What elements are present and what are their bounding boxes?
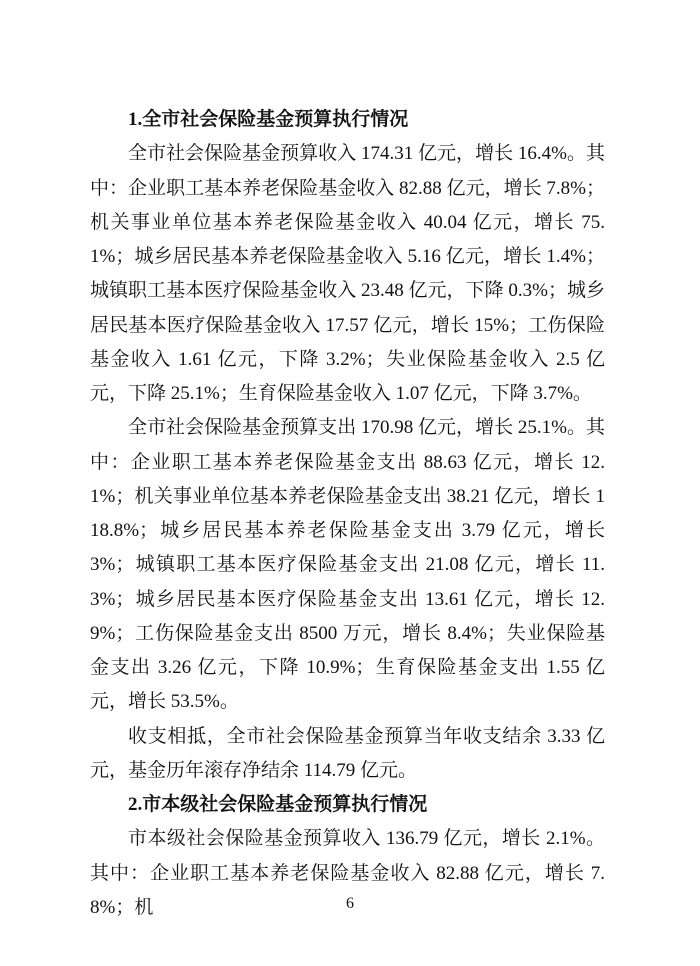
section-heading: 2.市本级社会保险基金预算执行情况 (128, 794, 428, 815)
body-paragraph: 收支相抵，全市社会保险基金预算当年收支结余 3.33 亿元，基金历年滚存净结余 114.79 亿元。 (90, 725, 605, 781)
page-number: 6 (346, 895, 354, 912)
document-body (90, 103, 605, 925)
body-paragraph: 全市社会保险基金预算支出 170.98 亿元，增长 25.1%。其中：企业职工基本养老保险基金支出 88.63 亿元，增长 12.1%；机关事业单位基本养老保险基金支出 38.21 亿元，增长 118.8%；城乡居民基本养老保险基金支出 3.79 亿元，增长 3%；城镇职工基本医疗保险基金支出 21.08 亿元，增长 11.3%；城乡居民基本医疗保险基金支出 13.61 亿元，增长 12.9%；工伤保险基金支出 8500 万元，增长 8.4%；失业保险基金支出 3.26 亿元，下降 10.9%；生育保险基金支出 1.55 亿元，增长 53.5%。 (90, 417, 605, 713)
section-heading: 1.全市社会保险基金预算执行情况 (128, 109, 409, 130)
body-paragraph: 市本级社会保险基金预算收入 136.79 亿元，增长 2.1%。其中：企业职工基本养老保险基金收入 82.88 亿元，增长 7.8%；机 (90, 828, 605, 918)
page-footer (0, 894, 700, 914)
body-paragraph: 全市社会保险基金预算收入 174.31 亿元，增长 16.4%。其中：企业职工基本养老保险基金收入 82.88 亿元，增长 7.8%；机关事业单位基本养老保险基金收入 40.04 亿元，增长 75.1%；城乡居民基本养老保险基金收入 5.16 亿元，增长 1.4%；城镇职工基本医疗保险基金收入 23.48 亿元，下降 0.3%；城乡居民基本医疗保险基金收入 17.57 亿元，增长 15%；工伤保险基金收入 1.61 亿元，下降 3.2%；失业保险基金收入 2.5 亿元，下降 25.1%；生育保险基金收入 1.07 亿元，下降 3.7%。 (90, 143, 605, 404)
